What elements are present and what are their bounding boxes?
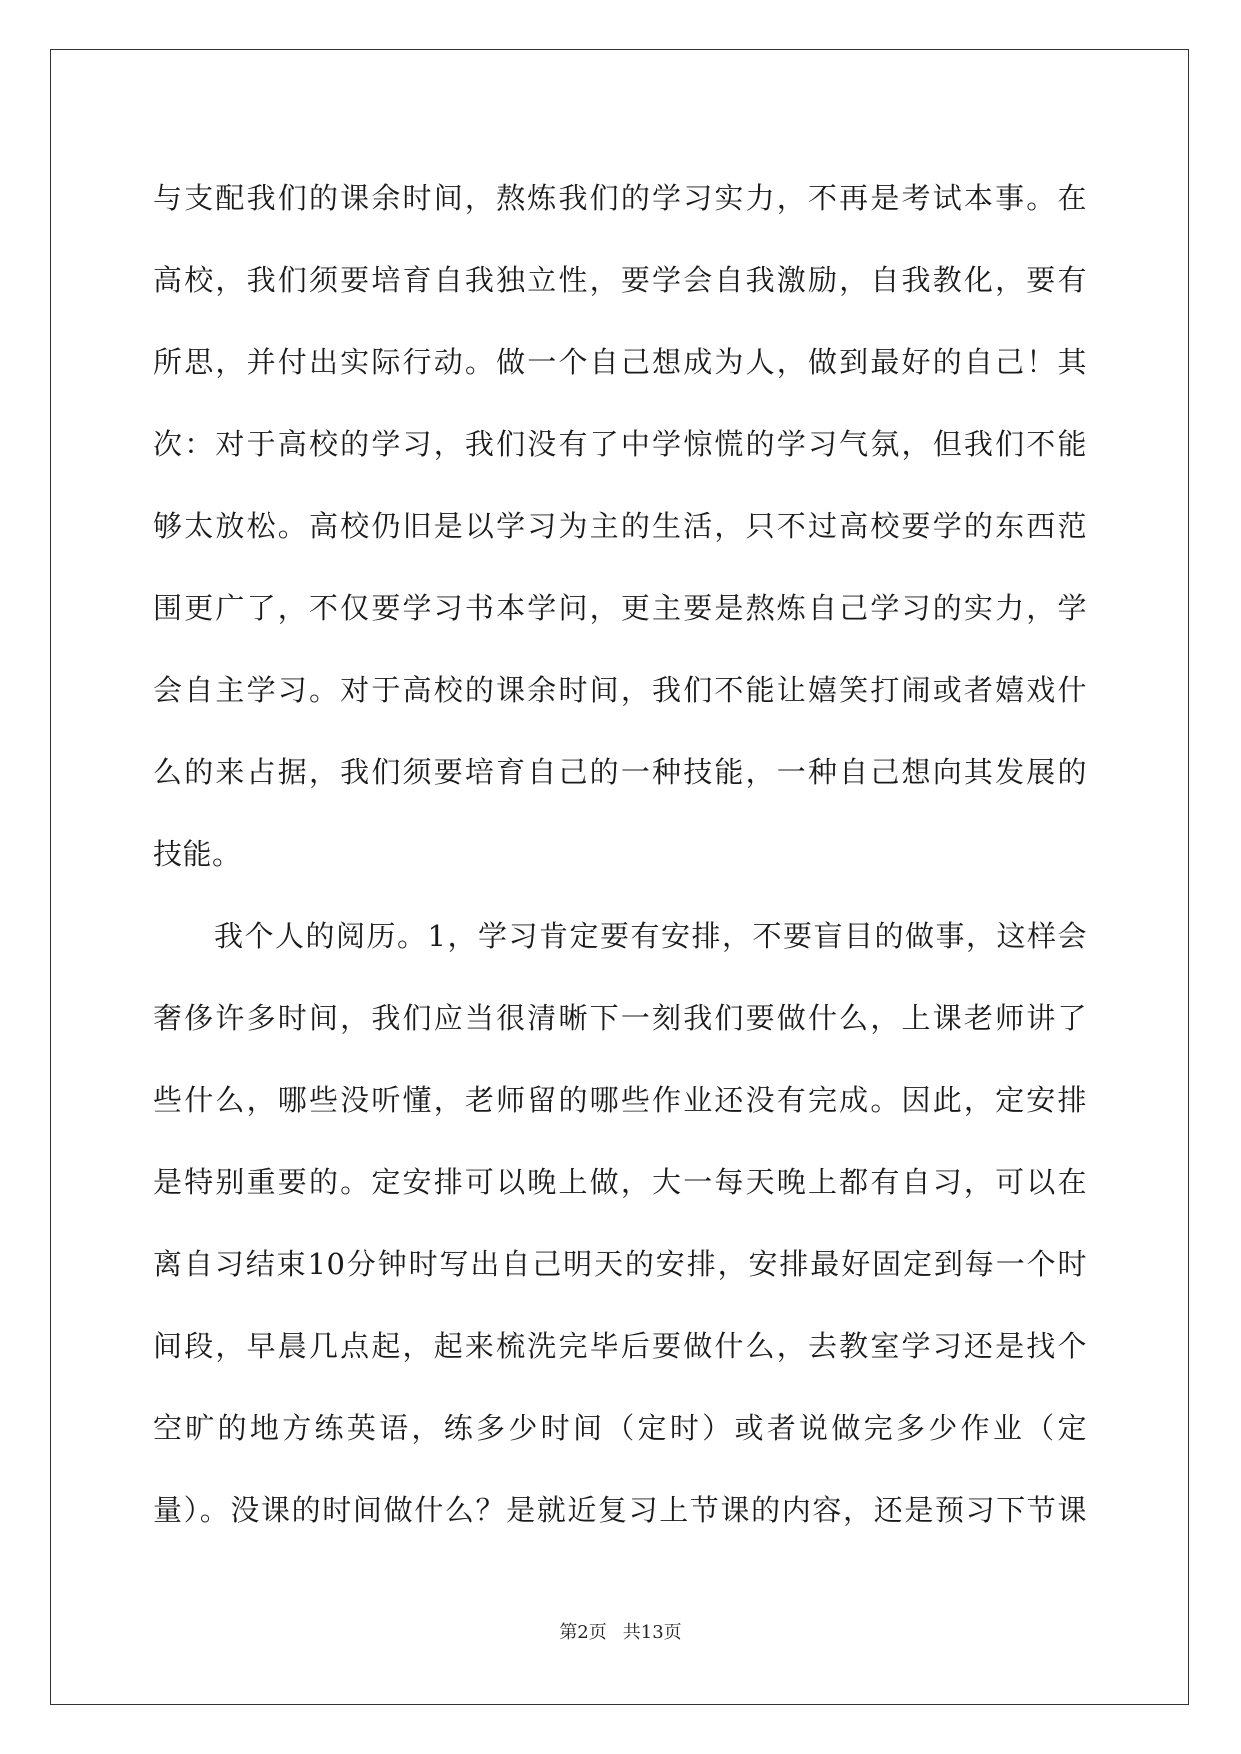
text-line: 围更广了，不仅要学习书本学问，更主要是熬炼自己学习的实力，学 bbox=[153, 591, 1087, 625]
page-total: 共13页 bbox=[622, 1622, 682, 1643]
text-line: 会自主学习。对于高校的课余时间，我们不能让嬉笑打闹或者嬉戏什 bbox=[153, 673, 1087, 707]
text-line: 空旷的地方练英语，练多少时间（定时）或者说做完多少作业（定 bbox=[153, 1411, 1087, 1445]
text-line: 量）。没课的时间做什么？是就近复习上节课的内容，还是预习下节课 bbox=[153, 1493, 1087, 1527]
text-line: 奢侈许多时间，我们应当很清晰下一刻我们要做什么，上课老师讲了 bbox=[153, 1001, 1087, 1035]
text-line: 技能。 bbox=[153, 837, 242, 871]
page-number: 第2页 bbox=[559, 1622, 607, 1643]
text-line: 与支配我们的课余时间，熬炼我们的学习实力，不再是考试本事。在 bbox=[153, 181, 1087, 215]
text-line: 离自习结束10分钟时写出自己明天的安排，安排最好固定到每一个时 bbox=[153, 1247, 1087, 1281]
text-line: 高校，我们须要培育自我独立性，要学会自我激励，自我教化，要有 bbox=[153, 263, 1087, 297]
paragraph-first-line: 我个人的阅历。1，学习肯定要有安排，不要盲目的做事，这样会 bbox=[214, 919, 1087, 953]
text-line: 次：对于高校的学习，我们没有了中学惊慌的学习气氛，但我们不能 bbox=[153, 427, 1087, 461]
text-line: 够太放松。高校仍旧是以学习为主的生活，只不过高校要学的东西范 bbox=[153, 509, 1087, 543]
text-line: 么的来占据，我们须要培育自己的一种技能，一种自己想向其发展的 bbox=[153, 755, 1087, 789]
text-line: 些什么，哪些没听懂，老师留的哪些作业还没有完成。因此，定安排 bbox=[153, 1083, 1087, 1117]
page-footer bbox=[0, 1618, 1241, 1644]
text-line: 间段，早晨几点起，起来梳洗完毕后要做什么，去教室学习还是找个 bbox=[153, 1329, 1087, 1363]
text-line: 是特别重要的。定安排可以晚上做，大一每天晚上都有自习，可以在 bbox=[153, 1165, 1087, 1199]
text-line: 所思，并付出实际行动。做一个自己想成为人，做到最好的自己！其 bbox=[153, 345, 1087, 379]
document-body bbox=[153, 157, 1087, 1551]
